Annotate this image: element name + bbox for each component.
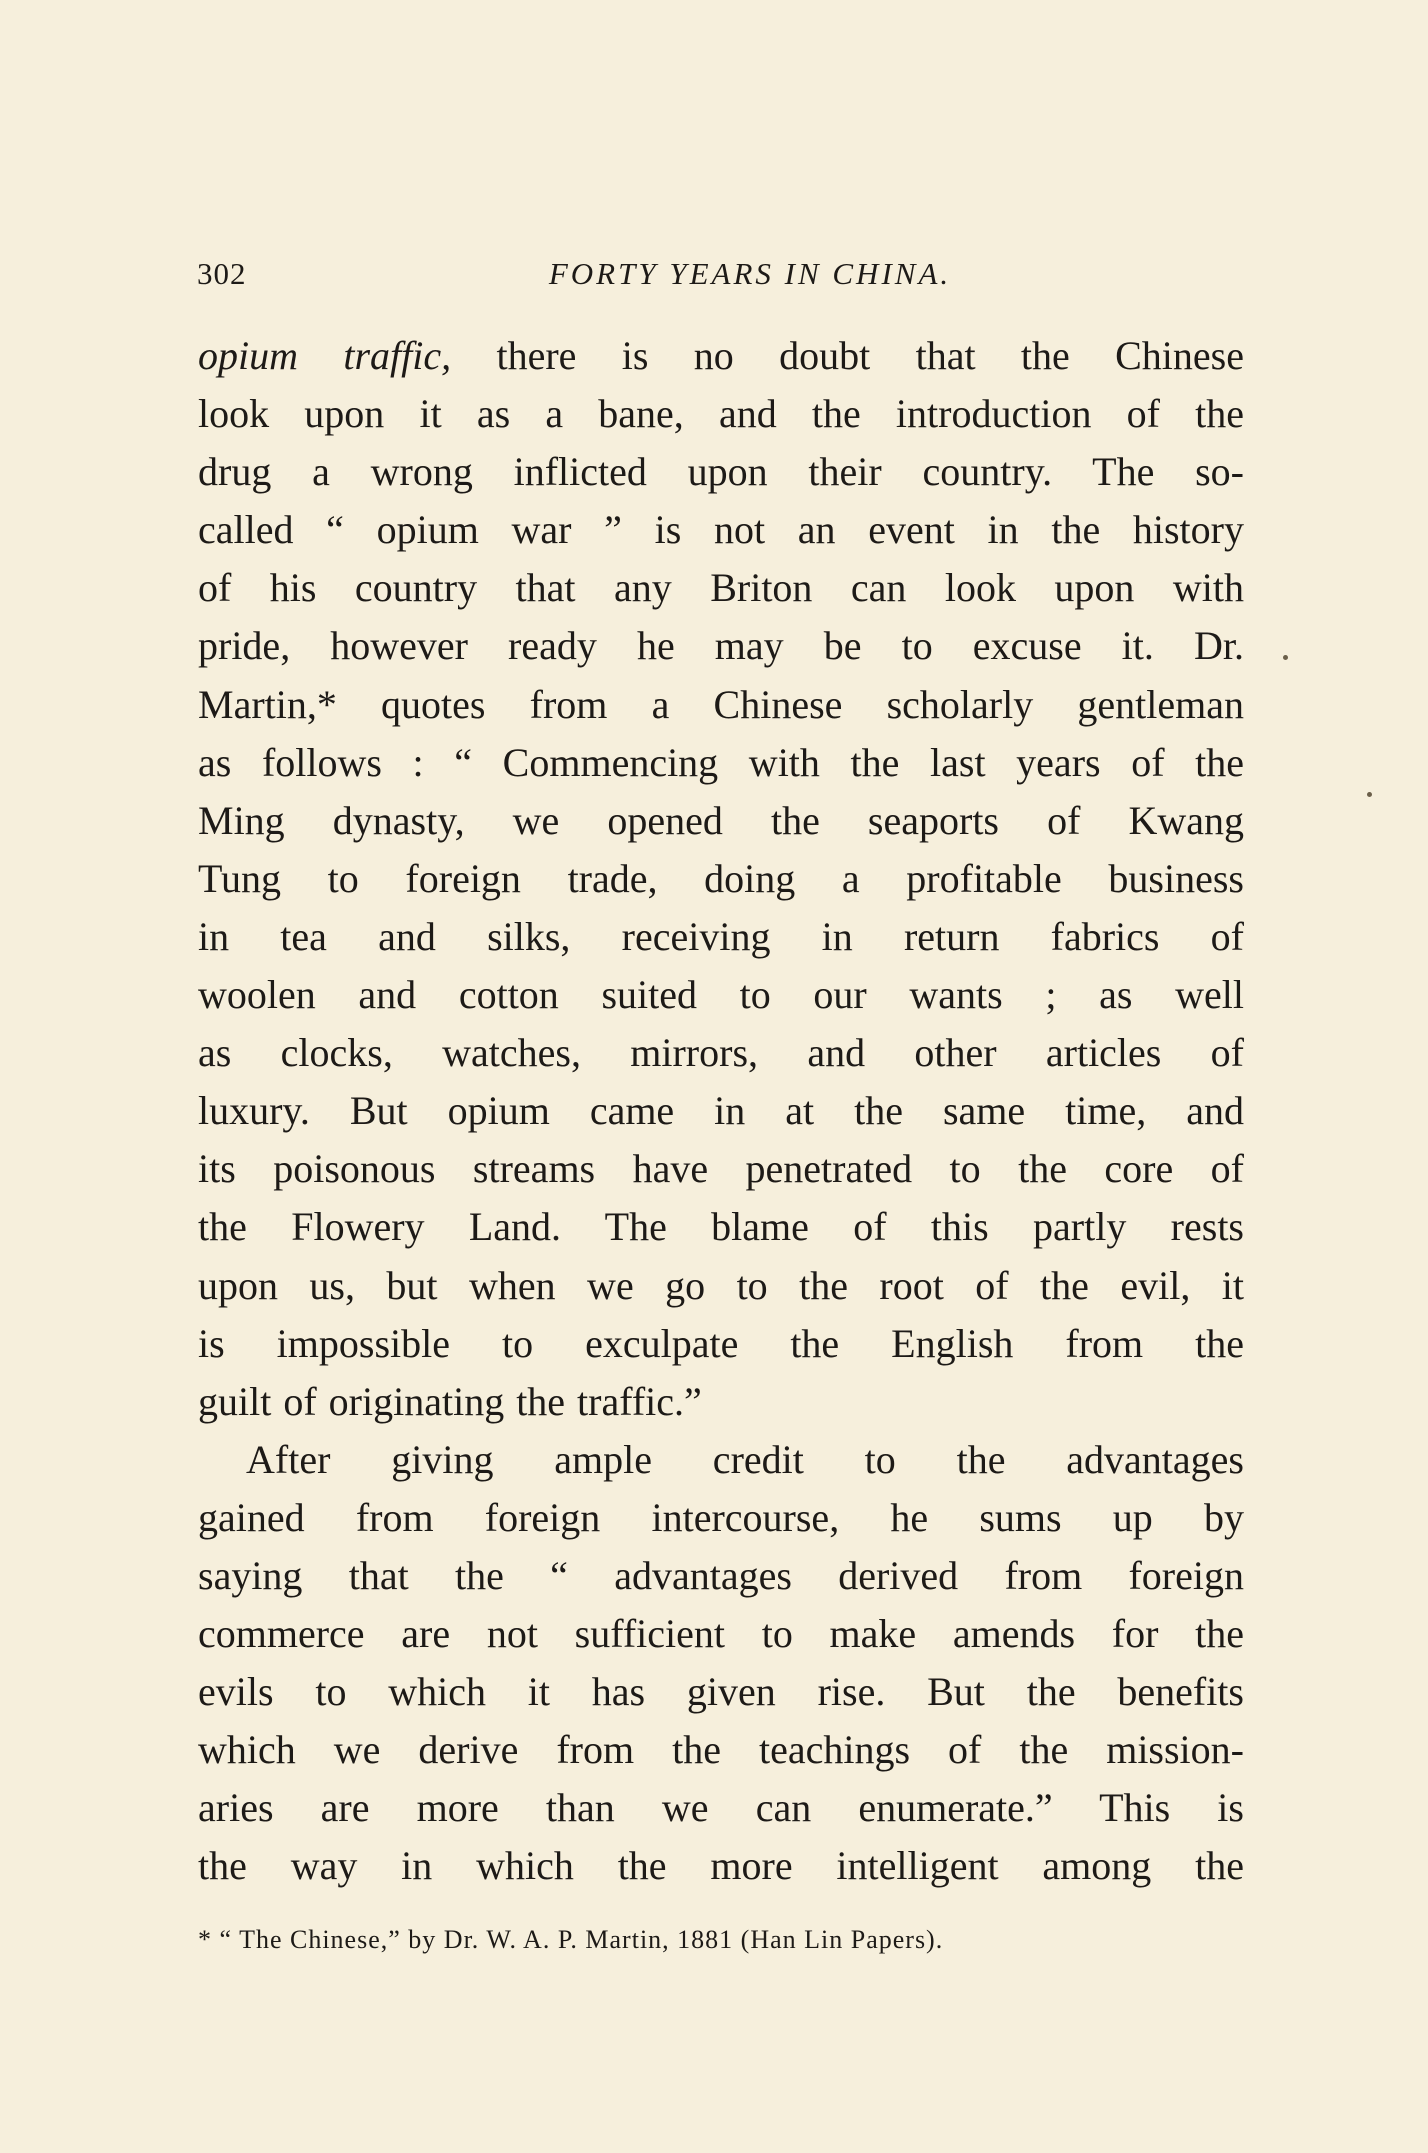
text-line <box>198 327 1244 385</box>
paragraph-start-line: After giving ample credit to the advantages <box>246 1436 1244 1482</box>
text-line: aries are more than we can enumerate.” This is <box>198 1785 1244 1831</box>
text-line: its poisonous streams have penetrated to the core of <box>198 1146 1244 1192</box>
text-line: called “ opium war ” is not an event in the history <box>198 507 1244 553</box>
footnote: * “ The Chinese,” by Dr. W. A. P. Martin, 1881 (Han Lin Papers). <box>198 1925 944 1954</box>
italic-phrase: opium traffic, <box>198 333 452 378</box>
text-line: in tea and silks, receiving in return fabrics of <box>198 913 1244 959</box>
paragraph-end-line: guilt of originating the traffic.” <box>198 1378 702 1424</box>
text-line: luxury. But opium came in at the same time, and <box>198 1088 1244 1134</box>
text-line: Ming dynasty, we opened the seaports of Kwang <box>198 797 1244 843</box>
line-text: there is no doubt that the Chinese <box>451 333 1244 378</box>
text-line: woolen and cotton suited to our wants ; as well <box>198 972 1244 1018</box>
text-line: commerce are not sufficient to make amends for the <box>198 1611 1244 1657</box>
page-number: 302 <box>197 256 247 291</box>
text-line: as follows : “ Commencing with the last years of the <box>198 739 1244 785</box>
text-line: drug a wrong inflicted upon their country. The so- <box>198 449 1244 495</box>
text-line: of his country that any Briton can look upon with <box>198 565 1244 611</box>
text-line: Tung to foreign trade, doing a profitable business <box>198 855 1244 901</box>
text-line: the way in which the more intelligent among the <box>198 1843 1244 1889</box>
paper-speck <box>1283 655 1288 660</box>
body-text <box>198 327 1244 1896</box>
text-line: which we derive from the teachings of the mission- <box>198 1727 1244 1773</box>
text-line: Martin,* quotes from a Chinese scholarly gentleman <box>198 681 1244 727</box>
text-line: look upon it as a bane, and the introduction of the <box>198 391 1244 437</box>
text-line: is impossible to exculpate the English from the <box>198 1320 1244 1366</box>
text-line: evils to which it has given rise. But the benefits <box>198 1669 1244 1715</box>
text-line: the Flowery Land. The blame of this partly rests <box>198 1204 1244 1250</box>
paper-speck <box>1367 792 1372 797</box>
text-line: pride, however ready he may be to excuse it. Dr. <box>198 623 1244 669</box>
text-line: as clocks, watches, mirrors, and other articles of <box>198 1030 1244 1076</box>
text-line: upon us, but when we go to the root of the evil, it <box>198 1262 1244 1308</box>
text-line: saying that the “ advantages derived from foreign <box>198 1552 1244 1598</box>
running-head <box>197 256 1243 296</box>
running-title: FORTY YEARS IN CHINA. <box>548 256 952 291</box>
text-line: gained from foreign intercourse, he sums up by <box>198 1494 1244 1540</box>
